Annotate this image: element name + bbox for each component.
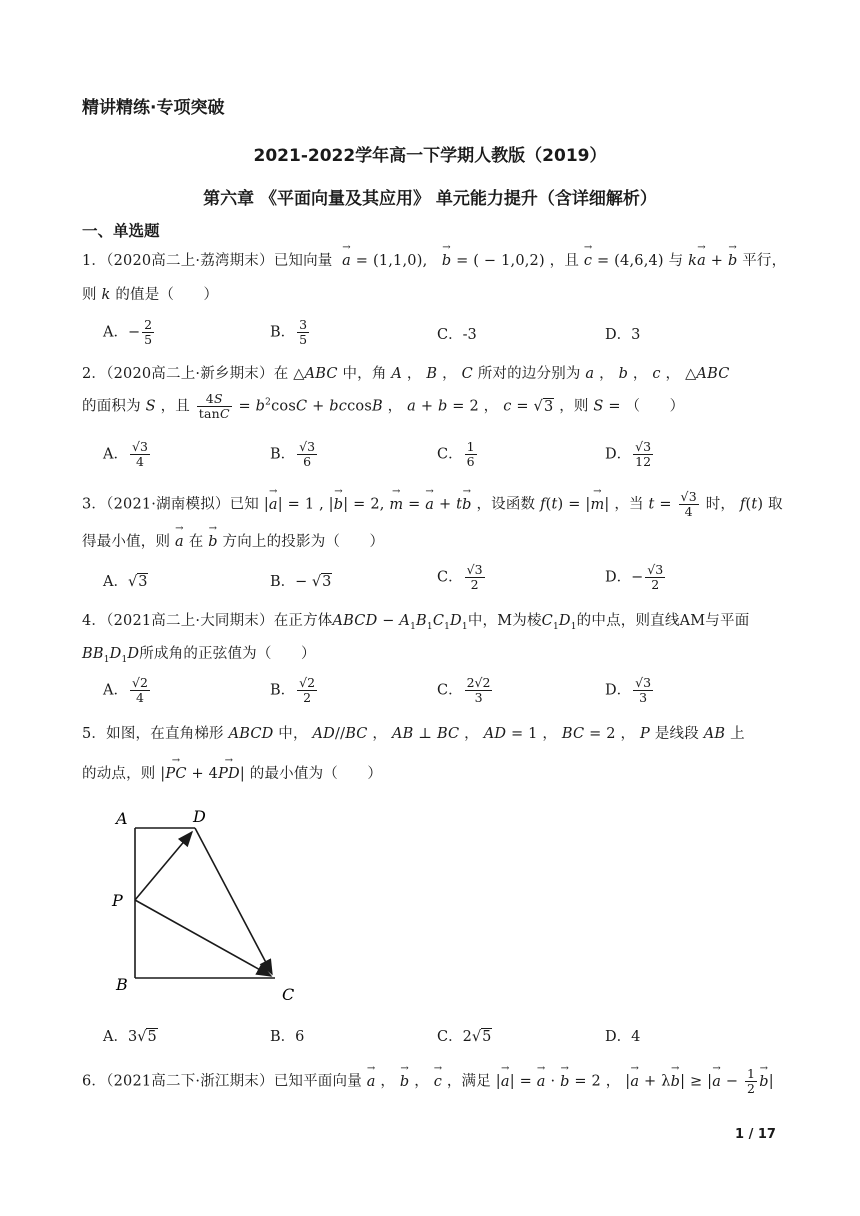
q2-option-c[interactable]: C． $\frac{1}{6}$ [437, 439, 475, 469]
q2-option-b[interactable]: B． $\frac{√3}{6}$ [270, 439, 316, 469]
question-2-line2: 的面积为 S ，且 $\frac{4S}{\tan C}$ = $b^2\cos C + bccosB$ ， a + b = 2 ， c = √3 ，则 S = （ ） [82, 391, 685, 421]
q1-option-a[interactable]: A．− $\frac{2}{5}$ [103, 317, 153, 347]
question-1: 1．（2020高二上·荔湾期末）已知向量 → a = (1,1,0), → b = ( − 1,0,2) ，且 → c = (4,6,4) 与 k→ a + → b 平行， [82, 249, 786, 270]
q4-option-d[interactable]: D． $\frac{√3}{3}$ [605, 675, 652, 705]
series-tagline: 精讲精练·专项突破 [82, 98, 225, 118]
question-3-line2: 得最小值，则 → a 在 → b 方向上的投影为（ ） [82, 530, 384, 551]
question-3: 3．（2021·湖南模拟）已知 |→ a| = 1 , |→ b| = 2, → m = → a + t→ b ，设函数 f(t) = |→ m| ，当 t = $\frac{√3}{4}$ 时， f(t) 取 [82, 490, 783, 519]
label-a: A [116, 809, 128, 828]
page-number: 1 / 17 [735, 1127, 776, 1142]
segment-dc [195, 828, 272, 974]
q3-option-a[interactable]: A．√3 [103, 574, 148, 590]
label-b: B [116, 975, 128, 994]
q2-option-d[interactable]: D． $\frac{√3}{12}$ [605, 439, 652, 469]
vector-pc [135, 900, 271, 976]
q5-option-a[interactable]: A．3√5 [103, 1029, 157, 1045]
q1-option-c[interactable]: C．-3 [437, 327, 477, 343]
section-heading: 一、单选题 [82, 222, 160, 240]
q5-option-c[interactable]: C．2√5 [437, 1029, 492, 1045]
q3-option-b[interactable]: B．− √3 [270, 574, 332, 590]
q2-option-a[interactable]: A． $\frac{√3}{4}$ [103, 439, 148, 469]
q3-option-d[interactable]: D．− $\frac{√3}{2}$ [605, 562, 664, 592]
q4-option-b[interactable]: B． $\frac{√2}{2}$ [270, 675, 316, 705]
document-subtitle: 第六章 《平面向量及其应用》 单元能力提升（含详细解析） [203, 189, 657, 209]
vector-pd [135, 832, 192, 900]
document-title: 2021-2022学年高一下学期人教版（2019） [253, 146, 607, 166]
question-4: 4．（2021高二上·大同期末）在正方体ABCD − $A_1B_1C_1D_1$中，M为棱$C_1D_1$的中点，则直线AM与平面 [82, 613, 750, 632]
label-d: D [193, 807, 206, 826]
label-c: C [282, 985, 295, 1004]
question-1-line2: 则 k 的值是（ ） [82, 287, 219, 303]
q1-option-b[interactable]: B． $\frac{3}{5}$ [270, 317, 308, 347]
q1-option-d[interactable]: D．3 [605, 327, 641, 343]
question-4-line2: $BB_1D_1D$所成角的正弦值为（ ） [82, 646, 316, 665]
label-p: P [112, 891, 123, 910]
q5-option-b[interactable]: B．6 [270, 1029, 305, 1045]
q5-option-d[interactable]: D．4 [605, 1029, 641, 1045]
q4-option-a[interactable]: A． $\frac{√2}{4}$ [103, 675, 148, 705]
question-5: 5．如图，在直角梯形 ABCD 中， AD//BC ， AB ⊥ BC ， AD = 1 ， BC = 2 ， P 是线段 AB 上 [82, 726, 745, 742]
question-5-line2: 的动点，则 |→ PC + 4→ PD| 的最小值为（ ） [82, 762, 382, 783]
q4-option-c[interactable]: C． $\frac{2√2}{3}$ [437, 675, 491, 705]
question-2: 2．（2020高二上·新乡期末）在 △ABC 中，角 A ， B ， C 所对的边分别为 a ， b ， c ， △ABC [82, 366, 730, 382]
trapezoid-figure [100, 800, 320, 1010]
question-6: 6．（2021高二下·浙江期末）已知平面向量 → a ， → b ， → c ，满足 |→ a| = → a · → b = 2 ， |→ a + λ→ b| ≥ |→ a − $\frac{1}{2}$ → b| [82, 1067, 774, 1096]
q3-option-c[interactable]: C． $\frac{√3}{2}$ [437, 562, 483, 592]
